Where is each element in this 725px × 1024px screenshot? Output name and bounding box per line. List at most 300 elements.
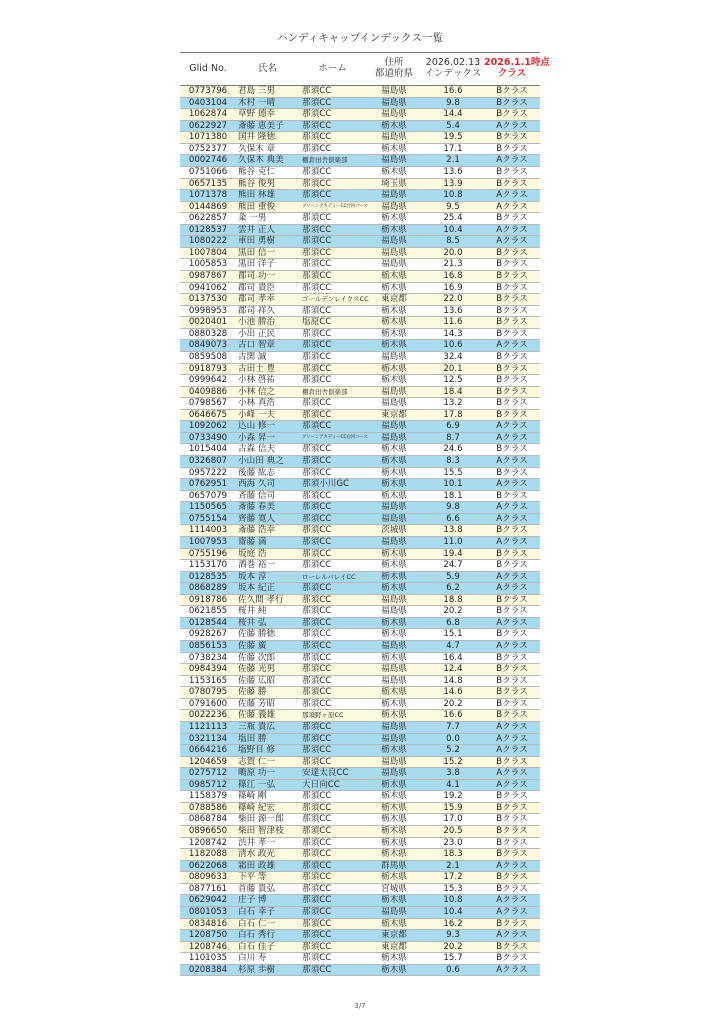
glid-no-cell: 0856153	[180, 641, 236, 653]
name-cell: 佐久間 孝行	[236, 594, 299, 606]
home-cell: 那須CC	[299, 444, 366, 456]
table-row	[180, 814, 540, 826]
name-cell: 佐藤 勝徳	[236, 629, 299, 641]
class-cell: Bクラス	[484, 143, 540, 155]
header-class-line2: クラス	[497, 68, 527, 79]
glid-no-cell: 0137530	[180, 294, 236, 306]
table-row	[180, 802, 540, 814]
name-cell: 首藤 貴弘	[236, 883, 299, 895]
table-header-row	[180, 53, 540, 86]
home-cell: 那須CC	[299, 120, 366, 132]
home-cell: 那須CC	[299, 224, 366, 236]
name-cell: 斎藤 恵美子	[236, 120, 299, 132]
prefecture-cell: 福島県	[366, 664, 422, 676]
home-cell: 那須CC	[299, 941, 366, 953]
table-row	[180, 733, 540, 745]
home-cell: 那須CC	[299, 548, 366, 560]
class-cell: Bクラス	[484, 409, 540, 421]
home-cell: 那須CC	[299, 259, 366, 271]
glid-no-cell: 0798567	[180, 398, 236, 410]
prefecture-cell: 栃木県	[366, 166, 422, 178]
prefecture-cell: 福島県	[366, 768, 422, 780]
name-cell: 齋藤 満	[236, 536, 299, 548]
class-cell: Bクラス	[484, 872, 540, 884]
glid-no-cell: 0809633	[180, 872, 236, 884]
home-cell: 那須CC	[299, 236, 366, 248]
name-cell: 小池 勝治	[236, 317, 299, 329]
home-cell: 那須CC	[299, 109, 366, 121]
glid-no-cell: 0622857	[180, 213, 236, 225]
class-cell: Bクラス	[484, 97, 540, 109]
index-cell: 14.4	[422, 109, 484, 121]
glid-no-cell: 0646675	[180, 409, 236, 421]
name-cell: 白石 秀行	[236, 930, 299, 942]
home-cell: 那須CC	[299, 826, 366, 838]
home-cell: 那須CC	[299, 802, 366, 814]
class-cell: Bクラス	[484, 178, 540, 190]
home-cell: 那須CC	[299, 409, 366, 421]
table-row	[180, 583, 540, 595]
index-cell: 15.1	[422, 629, 484, 641]
index-cell: 13.9	[422, 178, 484, 190]
class-cell: Bクラス	[484, 548, 540, 560]
class-cell: Bクラス	[484, 398, 540, 410]
name-cell: 桜井 純	[236, 606, 299, 618]
class-cell: Aクラス	[484, 479, 540, 491]
name-cell: 渋井 孝一	[236, 837, 299, 849]
prefecture-cell: 栃木県	[366, 698, 422, 710]
class-cell: Bクラス	[484, 363, 540, 375]
table-row	[180, 930, 540, 942]
table-row	[180, 236, 540, 248]
home-cell: 那須CC	[299, 617, 366, 629]
class-cell: Aクラス	[484, 456, 540, 468]
name-cell: 佐藤 広昭	[236, 675, 299, 687]
name-cell: 小林 信之	[236, 386, 299, 398]
glid-no-cell: 0629042	[180, 895, 236, 907]
table-row	[180, 502, 540, 514]
table-row	[180, 456, 540, 468]
class-cell: Bクラス	[484, 675, 540, 687]
index-cell: 10.8	[422, 895, 484, 907]
class-cell: Aクラス	[484, 536, 540, 548]
class-cell: Bクラス	[484, 317, 540, 329]
name-cell: 久保木 章	[236, 143, 299, 155]
home-cell: 那須CC	[299, 86, 366, 98]
home-cell: 那須CC	[299, 641, 366, 653]
table-row	[180, 432, 540, 444]
name-cell: 雲井 正人	[236, 224, 299, 236]
name-cell: 霜田 政雄	[236, 860, 299, 872]
home-cell: 那須CC	[299, 895, 366, 907]
glid-no-cell: 0880328	[180, 328, 236, 340]
home-cell: 那須CC	[299, 745, 366, 757]
table-row	[180, 109, 540, 121]
table-row	[180, 421, 540, 433]
glid-no-cell: 1153165	[180, 675, 236, 687]
table-row	[180, 86, 540, 98]
name-cell: 草野 德幸	[236, 109, 299, 121]
index-cell: 21.3	[422, 259, 484, 271]
glid-no-cell: 0409886	[180, 386, 236, 398]
home-cell: 那須CC	[299, 837, 366, 849]
name-cell: 下平 等	[236, 872, 299, 884]
table-row	[180, 698, 540, 710]
class-cell: Aクラス	[484, 502, 540, 514]
name-cell: 志賀 仁一	[236, 756, 299, 768]
class-cell: Aクラス	[484, 733, 540, 745]
name-cell: 古森 信夫	[236, 444, 299, 456]
index-cell: 2.1	[422, 860, 484, 872]
glid-no-cell: 0957222	[180, 467, 236, 479]
glid-no-cell: 1153170	[180, 560, 236, 572]
index-cell: 16.8	[422, 271, 484, 283]
prefecture-cell: 栃木県	[366, 490, 422, 502]
home-cell: 那須CC	[299, 560, 366, 572]
glid-no-cell: 0128537	[180, 224, 236, 236]
prefecture-cell: 栃木県	[366, 895, 422, 907]
name-cell: 白石 佳子	[236, 941, 299, 953]
glid-no-cell: 0275712	[180, 768, 236, 780]
name-cell: 佐藤 次郎	[236, 652, 299, 664]
class-cell: Bクラス	[484, 664, 540, 676]
prefecture-cell: 栃木県	[366, 224, 422, 236]
class-cell: Bクラス	[484, 259, 540, 271]
class-cell: Bクラス	[484, 698, 540, 710]
class-cell: Aクラス	[484, 513, 540, 525]
name-cell: 白石 仁一	[236, 918, 299, 930]
table-row	[180, 398, 540, 410]
class-cell: Bクラス	[484, 328, 540, 340]
glid-no-cell: 1092062	[180, 421, 236, 433]
name-cell: 三瓶 貴広	[236, 721, 299, 733]
prefecture-cell: 福島県	[366, 502, 422, 514]
name-cell: 塩野目 修	[236, 745, 299, 757]
index-cell: 13.8	[422, 525, 484, 537]
name-cell: 佐藤 芳昭	[236, 698, 299, 710]
home-cell: 那須CC	[299, 953, 366, 965]
home-cell: 那須CC	[299, 375, 366, 387]
prefecture-cell: 栃木県	[366, 340, 422, 352]
table-row	[180, 224, 540, 236]
table-row	[180, 305, 540, 317]
class-cell: Aクラス	[484, 895, 540, 907]
class-cell: Bクラス	[484, 525, 540, 537]
prefecture-cell: 栃木県	[366, 687, 422, 699]
table-row	[180, 560, 540, 572]
class-cell: Aクラス	[484, 155, 540, 167]
prefecture-cell: 栃木県	[366, 328, 422, 340]
index-cell: 18.1	[422, 490, 484, 502]
class-cell: Aクラス	[484, 779, 540, 791]
class-cell: Bクラス	[484, 756, 540, 768]
index-cell: 6.2	[422, 583, 484, 595]
name-cell: 小森 昇一	[236, 432, 299, 444]
prefecture-cell: 栃木県	[366, 918, 422, 930]
name-cell: 佐藤 勝	[236, 687, 299, 699]
home-cell: 那須CC	[299, 594, 366, 606]
home-cell: 那須CC	[299, 282, 366, 294]
prefecture-cell: 群馬県	[366, 860, 422, 872]
home-cell: 大日向CC	[299, 779, 366, 791]
header-index-line2: インデックス	[424, 68, 482, 79]
prefecture-cell: 福島県	[366, 594, 422, 606]
prefecture-cell: 栃木県	[366, 849, 422, 861]
glid-no-cell: 0326807	[180, 456, 236, 468]
index-cell: 22.0	[422, 294, 484, 306]
prefecture-cell: 福島県	[366, 756, 422, 768]
prefecture-cell: 福島県	[366, 247, 422, 259]
index-cell: 2.1	[422, 155, 484, 167]
index-cell: 25.4	[422, 213, 484, 225]
table-row	[180, 513, 540, 525]
home-cell: 棚倉田舎倶楽部	[299, 386, 366, 398]
glid-no-cell: 1121113	[180, 721, 236, 733]
glid-no-cell: 1208746	[180, 941, 236, 953]
table-row	[180, 571, 540, 583]
index-cell: 20.1	[422, 363, 484, 375]
glid-no-cell: 0791600	[180, 698, 236, 710]
class-cell: Aクラス	[484, 201, 540, 213]
glid-no-cell: 0801053	[180, 906, 236, 918]
table-row	[180, 756, 540, 768]
home-cell: 那須CC	[299, 698, 366, 710]
class-cell: Bクラス	[484, 953, 540, 965]
prefecture-cell: 福島県	[366, 721, 422, 733]
prefecture-cell: 福島県	[366, 190, 422, 202]
name-cell: 白川 寿	[236, 953, 299, 965]
home-cell: 那須CC	[299, 583, 366, 595]
header-name: 氏名	[236, 53, 299, 86]
index-cell: 23.0	[422, 837, 484, 849]
index-cell: 10.1	[422, 479, 484, 491]
glid-no-cell: 0622068	[180, 860, 236, 872]
name-cell: 小出 正民	[236, 328, 299, 340]
glid-no-cell: 0987867	[180, 271, 236, 283]
prefecture-cell: 栃木県	[366, 826, 422, 838]
table-row	[180, 906, 540, 918]
glid-no-cell: 1007804	[180, 247, 236, 259]
prefecture-cell: 栃木県	[366, 548, 422, 560]
index-cell: 17.2	[422, 872, 484, 884]
glid-no-cell: 1071380	[180, 132, 236, 144]
index-cell: 14.3	[422, 328, 484, 340]
table-row	[180, 155, 540, 167]
index-cell: 18.8	[422, 594, 484, 606]
index-cell: 0.0	[422, 733, 484, 745]
glid-no-cell: 1114003	[180, 525, 236, 537]
glid-no-cell: 0877161	[180, 883, 236, 895]
class-cell: Bクラス	[484, 560, 540, 572]
prefecture-cell: 栃木県	[366, 814, 422, 826]
glid-no-cell: 0403104	[180, 97, 236, 109]
class-cell: Bクラス	[484, 386, 540, 398]
class-cell: Bクラス	[484, 941, 540, 953]
prefecture-cell: 福島県	[366, 641, 422, 653]
glid-no-cell: 0664216	[180, 745, 236, 757]
class-cell: Aクラス	[484, 432, 540, 444]
prefecture-cell: 福島県	[366, 97, 422, 109]
prefecture-cell: 栃木県	[366, 213, 422, 225]
header-prefecture	[366, 53, 422, 86]
prefecture-cell: 福島県	[366, 386, 422, 398]
name-cell: 篠崎 剛	[236, 791, 299, 803]
glid-no-cell: 0621855	[180, 606, 236, 618]
class-cell: Aクラス	[484, 964, 540, 976]
glid-no-cell: 0755196	[180, 548, 236, 560]
table-row	[180, 641, 540, 653]
home-cell: 那須CC	[299, 398, 366, 410]
prefecture-cell: 福島県	[366, 432, 422, 444]
index-cell: 12.4	[422, 664, 484, 676]
prefecture-cell: 福島県	[366, 421, 422, 433]
table-row	[180, 190, 540, 202]
table-row	[180, 964, 540, 976]
prefecture-cell: 福島県	[366, 351, 422, 363]
name-cell: 坂本 淳	[236, 571, 299, 583]
table-row	[180, 351, 540, 363]
glid-no-cell: 0780795	[180, 687, 236, 699]
glid-no-cell: 0733490	[180, 432, 236, 444]
table-row	[180, 375, 540, 387]
class-cell: Bクラス	[484, 883, 540, 895]
class-cell: Bクラス	[484, 86, 540, 98]
name-cell: 古関 誠	[236, 351, 299, 363]
name-cell: 後藤 紘志	[236, 467, 299, 479]
table-row	[180, 860, 540, 872]
glid-no-cell: 0918786	[180, 594, 236, 606]
prefecture-cell: 栃木県	[366, 953, 422, 965]
header-index-line1: 2026.02.13	[425, 57, 481, 69]
prefecture-cell: 栃木県	[366, 964, 422, 976]
index-cell: 17.0	[422, 814, 484, 826]
name-cell: 斎藤 春美	[236, 502, 299, 514]
home-cell: 那須CC	[299, 721, 366, 733]
class-cell: Bクラス	[484, 687, 540, 699]
home-cell: 那須CC	[299, 421, 366, 433]
index-cell: 19.5	[422, 132, 484, 144]
home-cell: グリーンアカデミーCC白河コース	[299, 432, 366, 444]
home-cell: 那須CC	[299, 490, 366, 502]
index-cell: 15.2	[422, 756, 484, 768]
name-cell: 塩田 勝	[236, 733, 299, 745]
prefecture-cell: 栃木県	[366, 444, 422, 456]
class-cell: Aクラス	[484, 583, 540, 595]
glid-no-cell: 0657135	[180, 178, 236, 190]
table-row	[180, 444, 540, 456]
header-glid-no: Glid No.	[180, 53, 236, 86]
prefecture-cell: 東京都	[366, 294, 422, 306]
prefecture-cell: 福島県	[366, 906, 422, 918]
name-cell: 木村 一晴	[236, 97, 299, 109]
class-cell: Aクラス	[484, 617, 540, 629]
glid-no-cell: 1015404	[180, 444, 236, 456]
glid-no-cell: 0762951	[180, 479, 236, 491]
home-cell: 那須CC	[299, 664, 366, 676]
index-cell: 10.6	[422, 340, 484, 352]
name-cell: 齊藤 寛人	[236, 513, 299, 525]
index-cell: 6.9	[422, 421, 484, 433]
name-cell: 粂 一男	[236, 213, 299, 225]
class-cell: Bクラス	[484, 837, 540, 849]
name-cell: 小山田 典之	[236, 456, 299, 468]
class-cell: Bクラス	[484, 652, 540, 664]
table-row	[180, 386, 540, 398]
class-cell: Aクラス	[484, 768, 540, 780]
header-prefecture-line2: 都道府県	[374, 68, 413, 79]
table-row	[180, 247, 540, 259]
home-cell: 那須CC	[299, 930, 366, 942]
index-cell: 8.3	[422, 456, 484, 468]
name-cell: 黒田 信一	[236, 247, 299, 259]
class-cell: Bクラス	[484, 710, 540, 722]
table-row	[180, 271, 540, 283]
index-cell: 20.2	[422, 698, 484, 710]
prefecture-cell: 東京都	[366, 941, 422, 953]
home-cell: 那須CC	[299, 502, 366, 514]
table-row	[180, 363, 540, 375]
glid-no-cell: 0998953	[180, 305, 236, 317]
glid-no-cell: 0896650	[180, 826, 236, 838]
glid-no-cell: 0321134	[180, 733, 236, 745]
home-cell: 那須CC	[299, 733, 366, 745]
page-title: ハンディキャップインデックス一覧	[277, 32, 443, 44]
name-cell: 佐藤 義雄	[236, 710, 299, 722]
table-row	[180, 201, 540, 213]
index-cell: 20.2	[422, 606, 484, 618]
glid-no-cell: 1208742	[180, 837, 236, 849]
index-cell: 0.6	[422, 964, 484, 976]
class-cell: Aクラス	[484, 236, 540, 248]
name-cell: 熊田 重俊	[236, 201, 299, 213]
prefecture-cell: 栃木県	[366, 467, 422, 479]
home-cell: ローレルバレイCC	[299, 571, 366, 583]
home-cell: 那須CC	[299, 132, 366, 144]
glid-no-cell: 1182088	[180, 849, 236, 861]
glid-no-cell: 0755154	[180, 513, 236, 525]
table-row	[180, 490, 540, 502]
table-row	[180, 918, 540, 930]
home-cell: 那須CC	[299, 918, 366, 930]
table-row	[180, 791, 540, 803]
table-row	[180, 294, 540, 306]
name-cell: 清水 政光	[236, 849, 299, 861]
table-row	[180, 594, 540, 606]
index-cell: 19.2	[422, 791, 484, 803]
name-cell: 黒田 洋子	[236, 259, 299, 271]
name-cell: 小峰 一夫	[236, 409, 299, 421]
prefecture-cell: 栃木県	[366, 617, 422, 629]
header-class	[484, 53, 550, 86]
name-cell: 桜井 弘	[236, 617, 299, 629]
name-cell: 郡司 功一	[236, 271, 299, 283]
glid-no-cell: 0868784	[180, 814, 236, 826]
index-cell: 9.3	[422, 930, 484, 942]
class-cell: Bクラス	[484, 606, 540, 618]
name-cell: 郡司 貴臣	[236, 282, 299, 294]
class-cell: Bクラス	[484, 166, 540, 178]
prefecture-cell: 福島県	[366, 536, 422, 548]
prefecture-cell: 福島県	[366, 675, 422, 687]
index-cell: 16.6	[422, 710, 484, 722]
header-index	[422, 53, 484, 86]
index-cell: 14.6	[422, 687, 484, 699]
glid-no-cell: 0002746	[180, 155, 236, 167]
index-cell: 15.5	[422, 467, 484, 479]
class-cell: Bクラス	[484, 594, 540, 606]
table-row	[180, 606, 540, 618]
table-row	[180, 768, 540, 780]
